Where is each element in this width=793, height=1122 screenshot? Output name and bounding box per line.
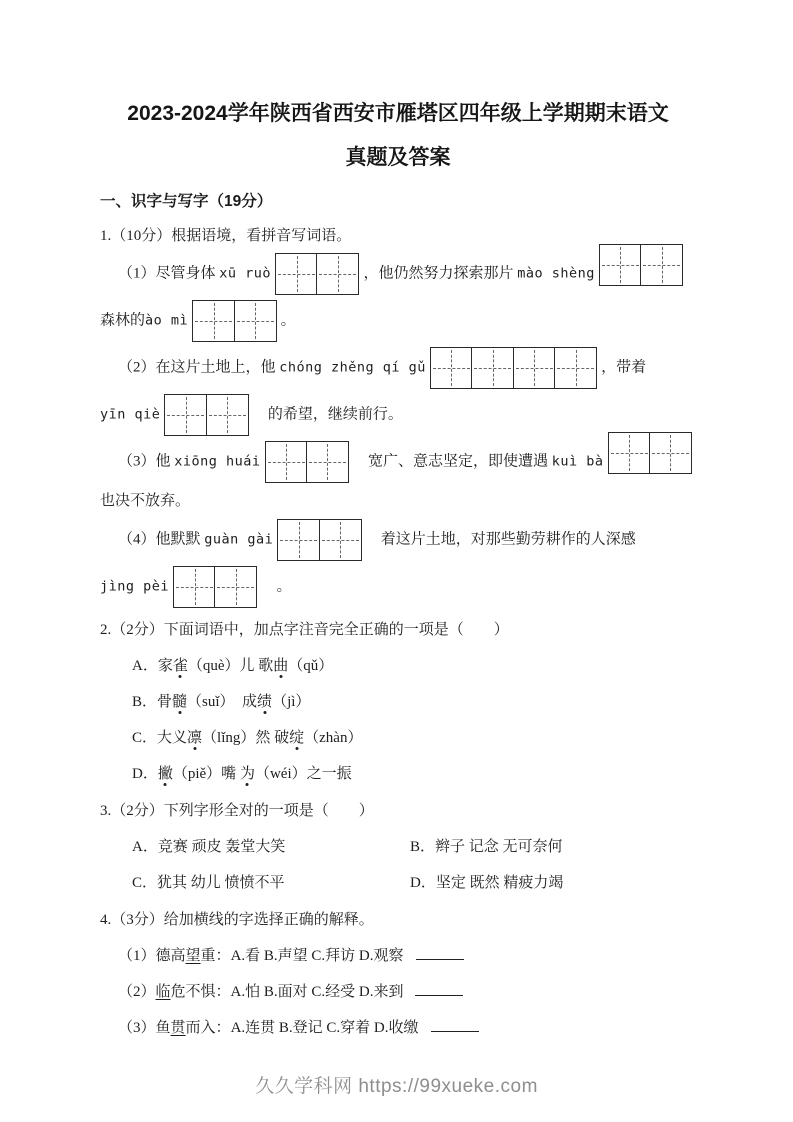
q1-part4-line2 xyxy=(100,566,696,608)
q4-item-1-number: （1） xyxy=(118,948,156,964)
grid-cell xyxy=(265,441,308,483)
question-text: ，他仍然努力探索那片 xyxy=(363,265,518,282)
q4-item-3-choices: A.连贯 B.登记 C.穿着 D.收缴 xyxy=(230,1020,419,1036)
q1-part3-line2 xyxy=(100,488,696,514)
question-text: （3）他 xyxy=(118,453,175,470)
grid-cell xyxy=(319,519,362,561)
pinyin-writing-grid xyxy=(277,519,361,561)
grid-cell xyxy=(608,432,651,474)
option-text: （suǐ） 成 xyxy=(187,694,258,710)
question-text: 森林的 xyxy=(100,312,146,329)
grid-cell xyxy=(599,244,642,286)
pinyin-writing-grid xyxy=(608,432,692,474)
pinyin-text: mào shèng xyxy=(517,265,595,282)
q4-item-3 xyxy=(100,1016,696,1040)
question-text: 的希望，继续前行。 xyxy=(252,406,403,423)
option-text: （què）儿 歌 xyxy=(187,658,274,674)
question-text: 着这片土地，对那些勤劳耕作的人深感 xyxy=(365,531,636,548)
emphasized-char: 绽 xyxy=(289,730,305,746)
question-text: 也决不放弃。 xyxy=(100,493,191,509)
q3-options-row2 xyxy=(100,872,696,895)
q4-item-2-choices: A.怕 B.面对 C.经受 D.来到 xyxy=(230,984,404,1000)
pinyin-writing-grid xyxy=(192,300,276,342)
option-text: （qǔ） xyxy=(288,658,334,674)
pinyin-text: xū ruò xyxy=(219,265,272,282)
emphasized-char: 凛 xyxy=(187,730,203,746)
q1-part1-line1 xyxy=(100,253,696,295)
pinyin-text: guàn gài xyxy=(204,531,274,548)
question-3-stem: 3.（2分）下列字形全对的一项是（ ） xyxy=(100,803,374,819)
q4-item-2-answer-blank xyxy=(415,981,463,996)
option-text: B．骨 xyxy=(132,694,173,710)
option-text: （jì） xyxy=(272,694,311,710)
question-4-stem: 4.（3分）给加横线的字选择正确的解释。 xyxy=(100,912,374,928)
grid-cell xyxy=(173,566,216,608)
q4-item-1-phrase-pre: 德高 xyxy=(155,948,186,964)
option-text: A．家 xyxy=(132,658,173,674)
pinyin-writing-grid xyxy=(164,394,248,436)
question-2-options xyxy=(100,655,696,786)
q4-item-1-phrase-post: 重： xyxy=(200,948,231,964)
q4-item-3-phrase-post: 而入： xyxy=(185,1020,231,1036)
q1-part1-line2 xyxy=(100,300,696,342)
grid-cell xyxy=(214,566,257,608)
q4-item-3-underlined-char: 贯 xyxy=(170,1020,186,1036)
q2-option-c xyxy=(100,727,696,750)
grid-cell xyxy=(554,347,597,389)
page-title-line2: 真题及答案 xyxy=(345,146,451,169)
pinyin-writing-grid xyxy=(275,253,359,295)
q4-item-2 xyxy=(100,980,696,1004)
grid-cell xyxy=(275,253,318,295)
pinyin-writing-grid xyxy=(265,441,349,483)
emphasized-char: 曲 xyxy=(273,658,289,674)
page-content xyxy=(100,92,696,1052)
q4-item-3-answer-blank xyxy=(431,1017,479,1032)
emphasized-char: 绩 xyxy=(257,694,273,710)
option-text: （zhàn） xyxy=(304,730,363,746)
pinyin-text: xiōng huái xyxy=(174,453,261,470)
question-1-stem: 1.（10分）根据语境，看拼音写词语。 xyxy=(100,228,352,244)
q4-item-1-choices: A.看 B.声望 C.拜访 D.观察 xyxy=(230,948,404,964)
q4-item-3-phrase-pre: 鱼 xyxy=(155,1020,171,1036)
grid-cell xyxy=(649,432,692,474)
q3-option-b: B．辫子 记念 无可奈何 xyxy=(410,839,563,855)
q3-options-row1 xyxy=(100,836,696,859)
footer xyxy=(0,1071,793,1098)
question-text: （4）他默默 xyxy=(118,531,205,548)
question-text: ，带着 xyxy=(601,359,647,376)
pinyin-text: ào mì xyxy=(145,312,189,329)
grid-cell xyxy=(640,244,683,286)
q1-part2-line1 xyxy=(100,347,696,389)
option-text: D． xyxy=(132,766,158,782)
grid-cell xyxy=(277,519,320,561)
grid-cell xyxy=(306,441,349,483)
q3-option-a: A．竞赛 顽皮 轰堂大笑 xyxy=(132,839,286,855)
grid-cell xyxy=(471,347,514,389)
footer-watermark-link[interactable]: 久久学科网 https://99xueke.com xyxy=(255,1076,538,1097)
pinyin-writing-grid xyxy=(173,566,257,608)
question-text: （1）尽管身体 xyxy=(118,265,220,282)
grid-cell xyxy=(206,394,249,436)
emphasized-char: 撇 xyxy=(157,766,173,782)
q1-part3-line1 xyxy=(100,441,696,483)
grid-cell xyxy=(316,253,359,295)
q2-option-a xyxy=(100,655,696,678)
q4-item-2-underlined-char: 临 xyxy=(155,984,171,1000)
grid-cell xyxy=(513,347,556,389)
question-text: 宽广、意志坚定，即使遭遇 xyxy=(352,453,552,470)
q1-part2-line2 xyxy=(100,394,696,436)
question-text: 。 xyxy=(261,578,292,595)
option-text: （wéi）之一振 xyxy=(254,766,352,782)
q2-option-b xyxy=(100,691,696,714)
q4-item-3-number: （3） xyxy=(118,1020,156,1036)
q4-item-1 xyxy=(100,944,696,968)
emphasized-char: 为 xyxy=(239,766,255,782)
pinyin-text: yīn qiè xyxy=(100,406,161,423)
question-text: （2）在这片土地上，他 xyxy=(118,359,280,376)
q3-option-d: D．坚定 既然 精疲力竭 xyxy=(410,875,564,891)
emphasized-char: 雀 xyxy=(172,658,188,674)
page-title xyxy=(100,92,696,180)
page-title-line1: 2023-2024学年陕西省西安市雁塔区四年级上学期期末语文 xyxy=(127,102,669,125)
grid-cell xyxy=(164,394,207,436)
pinyin-writing-grid xyxy=(599,244,683,286)
q4-item-1-underlined-char: 望 xyxy=(185,948,201,964)
pinyin-text: chóng zhěng qí gǔ xyxy=(279,359,426,376)
emphasized-char: 髓 xyxy=(172,694,188,710)
q4-item-1-answer-blank xyxy=(416,945,464,960)
question-2-stem: 2.（2分）下面词语中，加点字注音完全正确的一项是（ ） xyxy=(100,622,509,638)
pinyin-text: jìng pèi xyxy=(100,578,170,595)
q3-option-c: C．犹其 幼儿 愤愤不平 xyxy=(132,875,285,891)
q4-item-2-number: （2） xyxy=(118,984,156,1000)
question-text: 。 xyxy=(280,312,296,329)
grid-cell xyxy=(192,300,235,342)
grid-cell xyxy=(234,300,277,342)
option-text: （lǐng）然 破 xyxy=(202,730,290,746)
pinyin-writing-grid xyxy=(430,347,597,389)
option-text: （piě）嘴 xyxy=(172,766,240,782)
pinyin-text: kuì bà xyxy=(551,453,604,470)
q2-option-d xyxy=(100,763,696,786)
q1-part4-line1 xyxy=(100,519,696,561)
section-heading: 一、识字与写字（19分） xyxy=(100,193,273,210)
q4-item-2-phrase-post: 危不惧： xyxy=(170,984,231,1000)
option-text: C．大义 xyxy=(132,730,188,746)
grid-cell xyxy=(430,347,473,389)
